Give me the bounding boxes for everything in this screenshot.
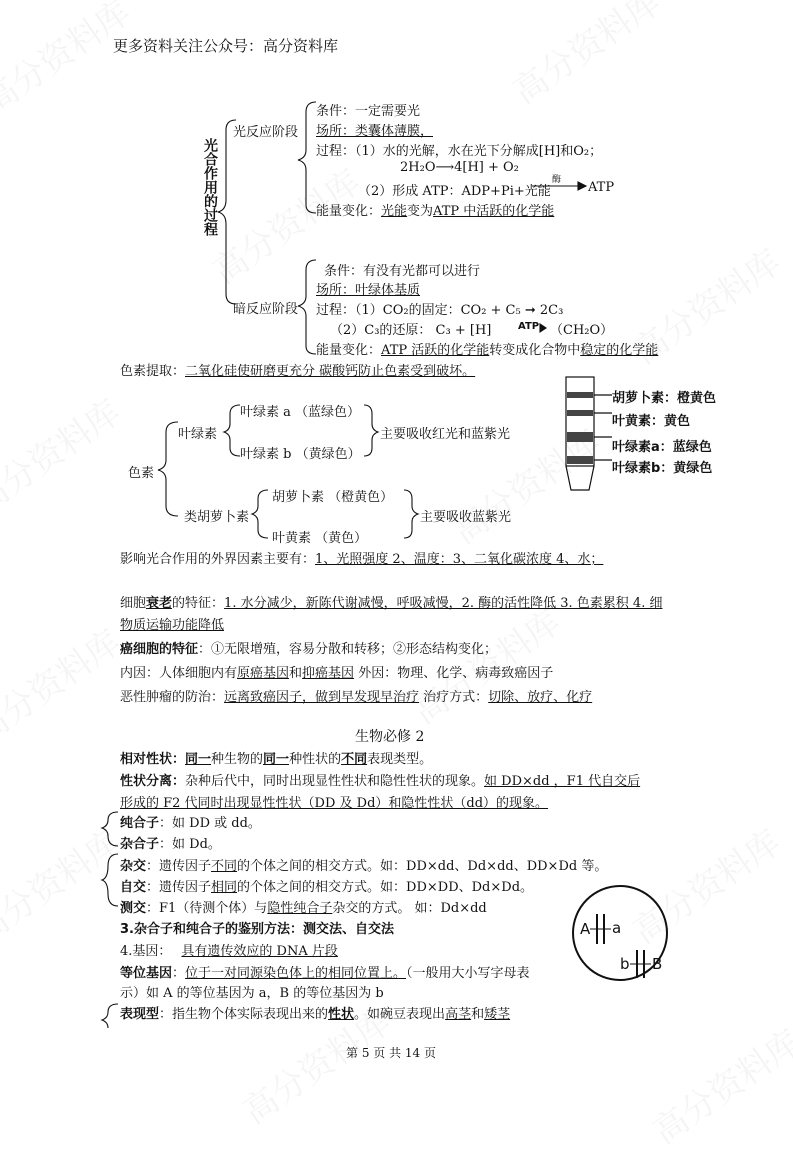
energy-mid: 变为	[407, 204, 434, 219]
phenotype-title: 表现型	[120, 1007, 160, 1022]
treatment-prefix: 治疗方式：	[419, 690, 489, 705]
pheno-and: 和	[471, 1007, 485, 1022]
carotenoid-label: 类胡萝卜素	[184, 510, 250, 525]
test-t1: ：F1（待测个体）与	[146, 901, 268, 916]
gene-text: 具有遗传效应的 DNA 片段	[181, 944, 338, 959]
water-photolysis-equation: 2H₂O⟶4[H] + O₂	[400, 160, 519, 175]
gene-title: 4.基因：	[120, 944, 172, 959]
relative-t2: 种性状的	[289, 752, 342, 767]
light-process-2: （2）形成 ATP：ADP+Pi+光能	[358, 184, 551, 199]
chlorophyll-absorption: 主要吸收红光和蓝紫光	[380, 427, 511, 442]
test-cross	[120, 897, 487, 916]
aging-text-1: 1. 水分减少，新陈代谢减慢，呼吸减慢，2. 酶的活性降低 3. 色素累积 4. 细	[224, 596, 663, 611]
cancer-features	[120, 638, 497, 657]
same-1: 同一	[185, 752, 212, 767]
aging-mid: 的特征：	[172, 596, 225, 611]
separation-example-2: 形成的 F2 代同时出现显性性状（DD 及 Dd）和隐性性状（dd）的现象。	[120, 796, 549, 811]
allele-t1: ：	[172, 966, 186, 981]
same-2: 同一	[263, 752, 290, 767]
light-site: 场所：类囊体薄膜，	[316, 124, 434, 139]
atp-product: ATP	[588, 180, 615, 195]
cancer-text: ：①无限增殖，容易分散和转移；②形态结构变化；	[198, 642, 498, 657]
tube-label-xanthophyll: 叶黄素：黄色	[612, 414, 691, 429]
allele-t2: （一般用大小写字母表	[406, 966, 530, 981]
energy-mid: 转变成化合物中	[489, 343, 581, 358]
self-t2: 的个体之间的相交方式。如：DD×DD、Dd×Dd。	[237, 880, 534, 895]
dark-process-1: 过程：（1）CO₂的固定：CO₂ + C₅ ➞ 2C₃	[316, 303, 564, 318]
dark-reaction-label: 暗反应阶段	[233, 302, 299, 317]
extraction-text: 二氧化硅使研磨更充分 碳酸钙防止色素受到破坏。	[185, 364, 476, 379]
cancer-causes	[120, 662, 553, 681]
separation-title: 性状分离：	[120, 774, 186, 789]
enzyme-label: 酶	[552, 175, 562, 185]
cancer-title: 癌细胞的特征	[120, 642, 199, 657]
aging-line-1	[120, 592, 662, 611]
proto-oncogene: 原癌基因	[237, 666, 290, 681]
separation-text: 杂种后代中，同时出现显性性状和隐性性状的现象。	[185, 774, 485, 789]
prevention-text: 远离致癌因子，做到早发现早治疗	[224, 690, 420, 705]
allele-definition	[120, 962, 530, 981]
chlorophyll-a: 叶绿素 a （蓝绿色）	[240, 405, 361, 420]
allele-example: 示）如 A 的等位基因为 a，B 的等位基因为 b	[120, 986, 384, 1001]
aging-pre: 细胞	[120, 596, 147, 611]
short-stem: 矮茎	[484, 1007, 511, 1022]
tall-stem: 高茎	[445, 1007, 472, 1022]
cancer-prevention	[120, 686, 592, 705]
pigment-extraction	[120, 360, 475, 379]
tube-label-chlorophyll-b: 叶绿素b：黄绿色	[612, 461, 713, 476]
photosynthesis-title: 光合作用的过程	[202, 138, 218, 236]
heterozygote-title: 杂合子	[120, 837, 160, 852]
allele-underlined: 位于一对同源染色体上的相同位置上。	[185, 966, 407, 981]
test-recessive: 隐性纯合子	[267, 901, 333, 916]
self-t1: ：遗传因子	[146, 880, 212, 895]
homozygote-title: 纯合子	[120, 816, 160, 831]
atp-active-energy: ATP 活跃的化学能	[381, 343, 490, 358]
tube-label-carotene: 胡萝卜素：橙黄色	[612, 391, 717, 406]
chlorophyll-label: 叶绿素	[178, 427, 218, 442]
atp-small: ATP	[518, 321, 540, 332]
test-title: 测交	[120, 901, 147, 916]
gene-definition	[120, 940, 338, 959]
light-reaction-label: 光反应阶段	[233, 125, 299, 140]
relative-t3: 表现类型。	[367, 752, 433, 767]
cross-t2: 的个体之间的相交方式。如：DD×dd、Dd×dd、DD×Dd 等。	[237, 859, 608, 874]
tumor-suppressor: 抑癌基因	[302, 666, 355, 681]
stable-energy: 稳定的化学能	[580, 343, 659, 358]
allele-title: 等位基因	[120, 966, 173, 981]
relative-title: 相对性状：	[120, 752, 186, 767]
dark-process-2: （2）C₃的还原： C₃ + [H]	[330, 323, 492, 338]
relative-t1: 种生物的	[211, 752, 264, 767]
cross-different: 不同	[211, 859, 238, 874]
trait-separation	[120, 770, 640, 789]
allele-label-B: B	[652, 955, 663, 973]
hybridization	[120, 855, 607, 874]
treatment-text: 切除、放疗、化疗	[488, 690, 593, 705]
and-text: 和	[289, 666, 303, 681]
pheno-trait: 性状	[328, 1007, 355, 1022]
heterozygote-text: ：如 Dd。	[159, 837, 221, 852]
pigments-root: 色素	[128, 466, 155, 481]
dark-site: 场所：叶绿体基质	[316, 283, 421, 298]
self-same: 相同	[211, 880, 238, 895]
carotene: 胡萝卜素 （橙黄色）	[272, 490, 394, 505]
different: 不同	[341, 752, 368, 767]
pheno-t2: 。如碗豆表现出	[354, 1007, 446, 1022]
carotenoid-absorption: 主要吸收蓝紫光	[420, 510, 512, 525]
test-t2: 杂交的方式。 如：Dd×dd	[332, 901, 487, 916]
light-energy-change	[316, 200, 554, 219]
phenotype	[120, 1003, 510, 1022]
page-footer: 第 5 页 共 14 页	[346, 1046, 436, 1060]
light-process-1: 过程：（1）水的光解，水在光下分解成[H]和O₂；	[316, 144, 603, 159]
energy-prefix: 能量变化：	[316, 343, 382, 358]
pheno-t1: ：指生物个体实际表现出来的	[159, 1007, 329, 1022]
page-header: 更多资料关注公众号：高分资料库	[113, 37, 339, 55]
cross-title: 杂交	[120, 859, 147, 874]
external-causes: 外因：物理、化学、病毒致癌因子	[354, 666, 554, 681]
prevention-prefix: 恶性肿瘤的防治：	[120, 690, 225, 705]
heterozygote	[120, 833, 221, 852]
aging-bold: 衰老	[146, 596, 173, 611]
allele-label-b: b	[620, 955, 630, 973]
extraction-prefix: 色素提取：	[120, 364, 186, 379]
energy-prefix: 能量变化：	[316, 204, 382, 219]
separation-example-1: 如 DD×dd ，F1 代自交后	[484, 774, 641, 789]
internal-prefix: 内因：人体细胞内有	[120, 666, 238, 681]
light-condition: 条件：一定需要光	[316, 104, 421, 119]
light-energy: 光能	[381, 204, 408, 219]
allele-label-a: a	[612, 919, 622, 937]
atp-energy: ATP 中活跃的化学能	[433, 204, 555, 219]
homozygote	[120, 812, 261, 831]
self-cross	[120, 876, 533, 895]
cross-t1: ：遗传因子	[146, 859, 212, 874]
homozygote-text: ：如 DD 或 dd。	[159, 816, 261, 831]
photosynthesis-factors	[120, 548, 603, 567]
aging-line-2: 物质运输功能降低	[120, 618, 225, 633]
factors-prefix: 影响光合作用的外界因素主要有：	[120, 552, 316, 567]
allele-label-A: A	[580, 920, 591, 938]
self-title: 自交	[120, 880, 147, 895]
tube-label-chlorophyll-a: 叶绿素a：蓝绿色	[612, 440, 712, 455]
chlorophyll-b: 叶绿素 b （黄绿色）	[240, 447, 361, 462]
dark-energy-change	[316, 339, 658, 358]
identification-method: 3.杂合子和纯合子的鉴别方法：测交法、自交法	[120, 922, 394, 937]
factors-text: 1、光照强度 2、温度：3、二氧化碳浓度 4、水；	[315, 552, 604, 567]
dark-condition: 条件：有没有光都可以进行	[324, 264, 481, 279]
xanthophyll: 叶黄素 （黄色）	[272, 531, 368, 546]
section-title: 生物必修 2	[355, 729, 425, 745]
carbohydrate-product: （CH₂O）	[550, 323, 614, 338]
relative-traits	[120, 748, 432, 767]
